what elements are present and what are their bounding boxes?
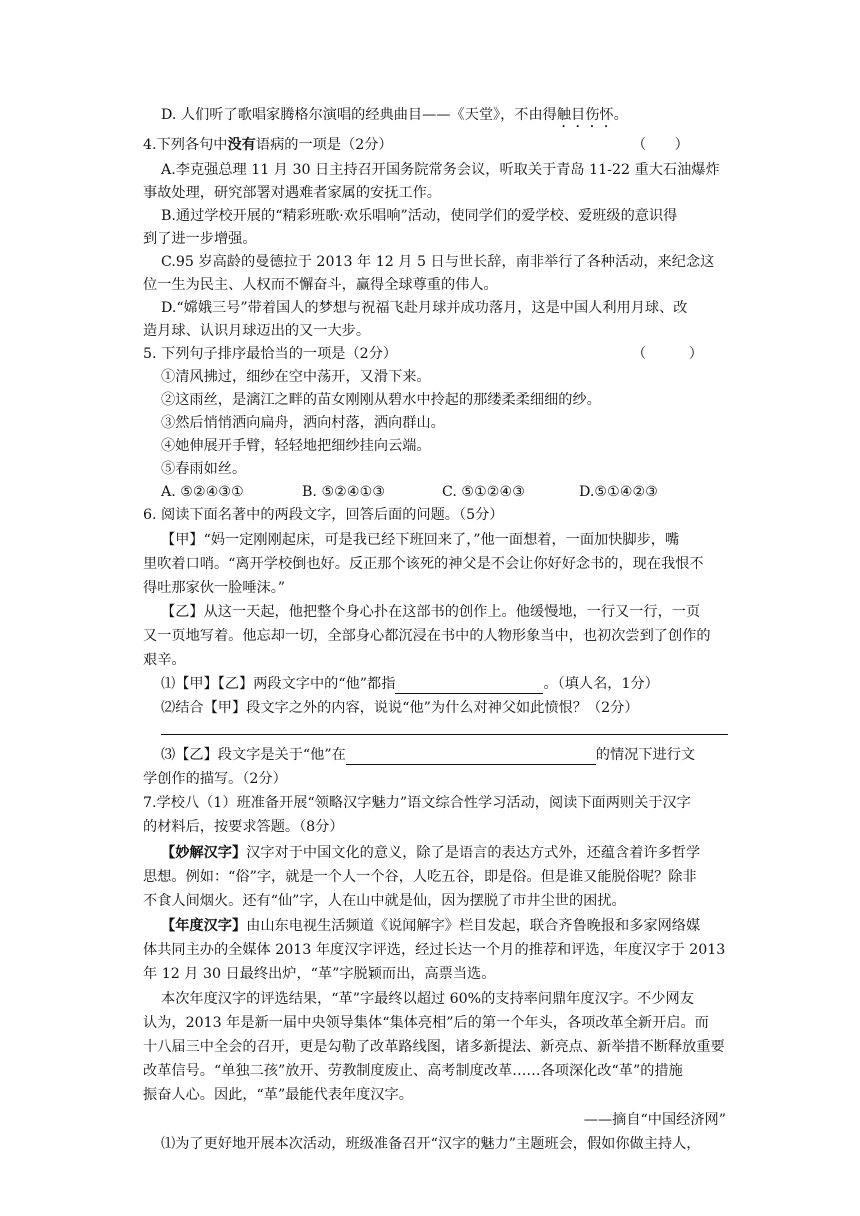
q5-option-d[interactable]: D.⑤①④②③ (579, 484, 658, 500)
q4-answer-paren[interactable]: （ ） (632, 137, 689, 153)
q6-passage-yi-line1: 【乙】从这一天起，他把整个身心扑在这部书的创作上。他缓慢地，一行又一行，一页 (161, 604, 701, 620)
emphasized-phrase: 触目伤怀 (556, 107, 614, 123)
q6-passage-jia-line3: 得吐那家伙一脸唾沫。” (143, 580, 286, 596)
q7-paragraph-line5: 振奋人心。因此，“革”最能代表年度汉字。 (143, 1087, 413, 1103)
material1-label: 【妙解汉字】 (161, 845, 247, 861)
q6-passage-yi-line3: 艰辛。 (143, 652, 186, 668)
q7-stem-line2: 的材料后，按要求答题。（8分） (143, 819, 344, 835)
q5-option-c[interactable]: C. ⑤①②④③ (442, 484, 525, 500)
q7-material1-line1: 【妙解汉字】汉字对于中国文化的意义，除了是语言的表达方式外，还蕴含着许多哲学 (161, 845, 701, 861)
q6-sub3: ⑶【乙】段文字是关于“他”在 的情况下进行文 (161, 747, 696, 763)
q7-source: ——摘自“中国经济网” (583, 1112, 726, 1128)
q7-material1-line3: 不食人间烟火。还有“仙”字，人在山中就是仙，因为摆脱了市井尘世的困扰。 (143, 893, 626, 909)
q4-option-d-line2: 造月球、认识月球迈出的又一大步。 (143, 323, 371, 339)
q4-option-c-line2: 位一生为民主、人权而不懈奋斗，赢得全球尊重的伟人。 (143, 277, 498, 293)
q4-option-c-line1: C.95 岁高龄的曼德拉于 2013 年 12 月 5 日与世长辞，南非举行了各种活动，来纪念这 (161, 254, 715, 270)
q7-material2-line2: 体共同主办的全媒体 2013 年度汉字评选，经过长达一个月的推荐和评选，年度汉字于 2013 (143, 942, 726, 958)
q5-sentence-4: ④她伸展开手臂，轻轻地把细纱挂向云端。 (161, 438, 431, 454)
q6-passage-jia-line2: 里吹着口哨。“离开学校倒也好。反正那个该死的神父是不会让你好好念书的，现在我恨不 (143, 556, 704, 572)
q6-sub3-answer-blank[interactable] (346, 764, 596, 765)
q6-sub2-answer-line[interactable] (161, 734, 728, 735)
q6-sub3-line2: 学创作的描写。（2分） (143, 771, 287, 787)
q5-stem: 5. 下列句子排序最恰当的一项是（2分） (143, 346, 398, 362)
q4-option-a-line2: 事故处理，研究部署对遇难者家属的安抚工作。 (143, 185, 441, 201)
q7-paragraph-line1: 本次年度汉字的评选结果，“革”字最终以超过 60%的支持率问鼎年度汉字。不少网友 (161, 991, 694, 1007)
q6-sub1-answer-blank[interactable] (395, 693, 543, 694)
q4-option-a-line1: A.李克强总理 11 月 30 日主持召开国务院常务会议，听取关于青岛 11-22 重大石油爆炸 (161, 162, 720, 178)
q4-option-d-line1: D.“嫦娥三号”带着国人的梦想与祝福飞赴月球并成功落月，这是中国人利用月球、改 (161, 300, 688, 316)
q5-answer-paren[interactable]: （ ） (632, 346, 703, 362)
q7-material1-line2: 思想。例如：“俗”字，就是一个人一个谷，人吃五谷，即是俗。但是谁又能脱俗呢？除非 (143, 869, 697, 885)
q7-stem-line1: 7.学校八（1）班准备开展“领略汉字魅力”语文综合性学习活动，阅读下面两则关于汉字 (143, 795, 691, 811)
q7-sub1: ⑴为了更好地开展本次活动，班级准备召开“汉字的魅力”主题班会，假如你做主持人， (161, 1136, 701, 1152)
q5-sentence-5: ⑤春雨如丝。 (161, 461, 247, 477)
q7-paragraph-line3: 十八届三中全会的召开，更是勾勒了改革路线图，诸多新提法、新亮点、新举措不断释放重要 (143, 1039, 725, 1055)
q6-sub2: ⑵结合【甲】段文字之外的内容，说说“他”为什么对神父如此愤恨？（2分） (161, 700, 639, 716)
q5-sentence-2: ②这雨丝，是漓江之畔的苗女刚刚从碧水中拎起的那缕柔柔细细的纱。 (161, 392, 601, 408)
q4-option-b-line1: B.通过学校开展的“精彩班歌·欢乐唱响”活动，使同学们的爱学校、爱班级的意识得 (161, 208, 678, 224)
q6-passage-jia-line1: 【甲】“妈一定刚刚起床，可是我已经下班回来了，”他一面想着，一面加快脚步，嘴 (161, 532, 680, 548)
q6-sub1: ⑴【甲】【乙】两段文字中的“他”都指 。（填人名，1分） (161, 676, 659, 692)
q5-sentence-3: ③然后悄悄洒向扁舟，洒向村落，洒向群山。 (161, 415, 445, 431)
q7-paragraph-line4: 改革信号。“单独二孩”放开、劳教制度废止、高考制度改革……各项深化改“革”的措施 (143, 1063, 683, 1079)
q4-option-b-line2: 到了进一步增强。 (143, 231, 257, 247)
q7-material2-line1: 【年度汉字】由山东电视生活频道《说闻解字》栏目发起，联合齐鲁晚报和多家网络媒 (161, 918, 701, 934)
q7-material2-line3: 年 12 月 30 日最终出炉，“革”字脱颖而出，高票当选。 (143, 966, 496, 982)
q7-paragraph-line2: 认为，2013 年是新一届中央领导集体“集体亮相”后的第一个年头，各项改革全新开启。而 (143, 1015, 709, 1031)
q5-option-b[interactable]: B. ⑤②④①③ (302, 484, 386, 500)
q5-options (161, 482, 658, 502)
q5-option-a[interactable]: A. ⑤②④③① (161, 484, 244, 500)
q4-stem: 4.下列各句中没有语病的一项是（2分） (143, 137, 393, 153)
material2-label: 【年度汉字】 (161, 918, 247, 934)
q6-stem: 6. 阅读下面名著中的两段文字，回答后面的问题。（5分） (143, 507, 504, 523)
q6-passage-yi-line2: 又一页地写着。他忘却一切，全部身心都沉浸在书中的人物形象当中，也初次尝到了创作的 (143, 628, 711, 644)
q5-sentence-1: ①清风拂过，细纱在空中荡开，又滑下来。 (161, 369, 431, 385)
q3-option-d: D. 人们听了歌唱家腾格尔演唱的经典曲目——《天堂》，不由得触目伤怀。 (161, 107, 628, 123)
